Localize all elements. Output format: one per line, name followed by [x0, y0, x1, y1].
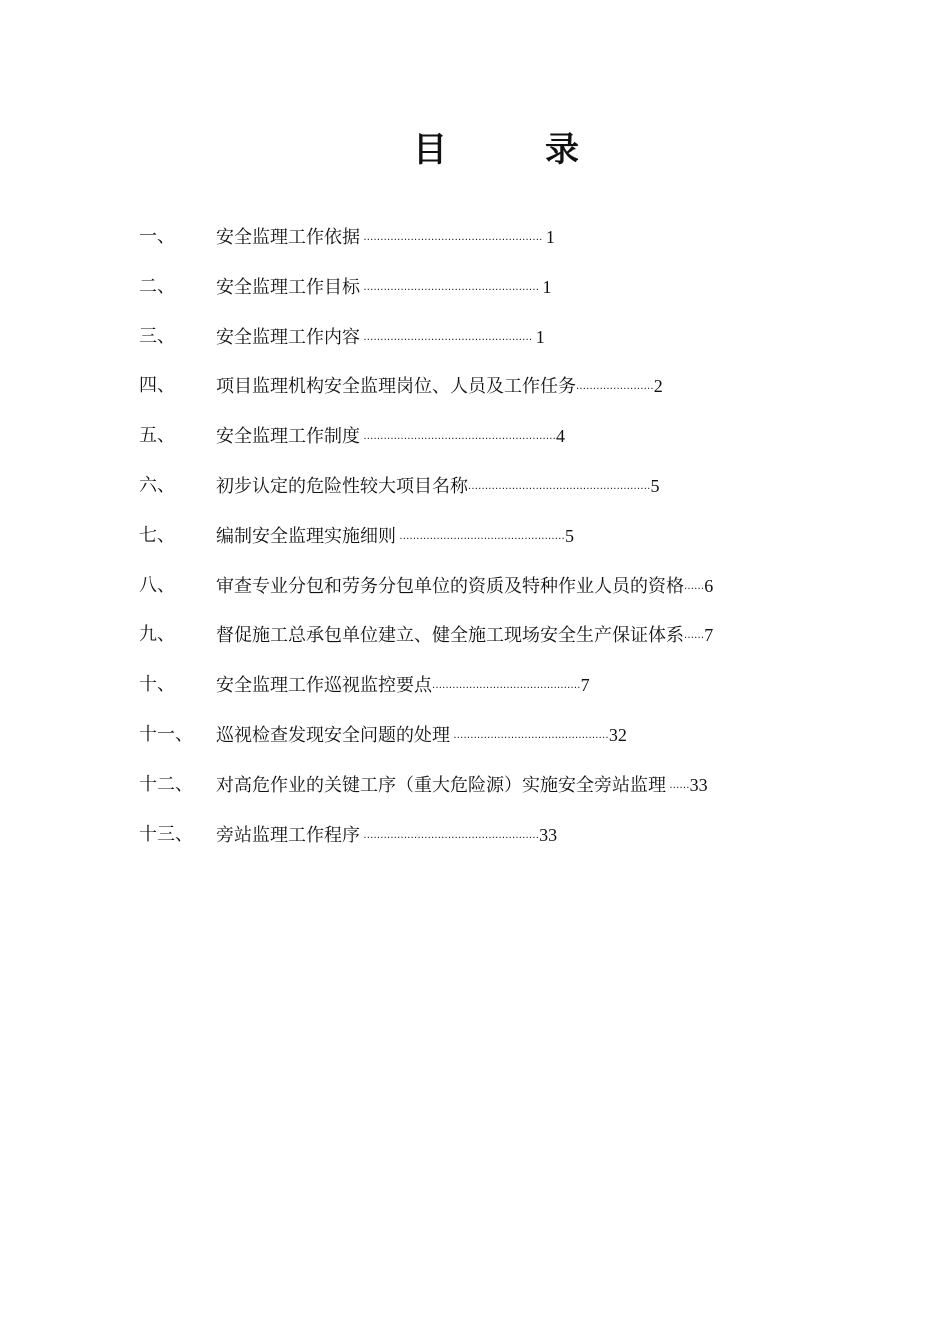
toc-leader-dots: ······: [684, 633, 705, 645]
toc-entry[interactable]: [0, 571, 950, 621]
toc-entry-title: 编制安全监理实施细则: [216, 525, 396, 547]
toc-page-number: 1: [545, 227, 555, 247]
toc-entry-title: 督促施工总承包单位建立、健全施工现场安全生产保证体系: [216, 625, 684, 647]
toc-entry-title: 安全监理工作目标: [216, 276, 360, 298]
toc-leader-dots: ··············································: [450, 732, 609, 744]
toc-leader-dots: ····················································: [360, 284, 543, 296]
toc-leader-dots: ······················································: [468, 483, 651, 495]
toc-leader-dots: ····················································: [360, 832, 540, 844]
toc-entry-title: 安全监理工作内容: [216, 326, 360, 348]
toc-entry[interactable]: [0, 620, 950, 670]
toc-entry[interactable]: [0, 770, 950, 820]
toc-entry-number: 三、: [139, 325, 175, 347]
toc-entry[interactable]: [0, 371, 950, 421]
toc-page-number: 2: [653, 376, 663, 397]
toc-entry-title: 项目监理机构安全监理岗位、人员及工作任务: [216, 376, 576, 398]
toc-leader-dots: ·····················································: [360, 235, 546, 246]
toc-page-number: 5: [650, 475, 660, 496]
toc-leader-dots: ·························································: [360, 434, 556, 446]
toc-entry-number: 十一、: [139, 723, 193, 745]
toc-page-number: 1: [535, 326, 545, 347]
toc-entry-title: 安全监理工作巡视监控要点: [216, 675, 432, 697]
toc-page-number: 4: [555, 426, 565, 447]
page-title: 目 录: [413, 130, 611, 170]
toc-entry-title: 对高危作业的关键工序（重大危险源）实施安全旁站监理: [216, 774, 666, 796]
toc-leader-dots: ··················································: [360, 334, 536, 346]
toc-page-number: 33: [689, 774, 708, 795]
toc-entry[interactable]: [0, 322, 950, 372]
toc-entry-title: 巡视检查发现安全问题的处理: [216, 724, 450, 746]
toc-leader-dots: ·················································: [396, 533, 565, 545]
toc-page-number: 7: [704, 625, 714, 646]
toc-entry-number: 二、: [139, 275, 175, 297]
toc-entry-number: 五、: [139, 425, 175, 447]
toc-entry[interactable]: [0, 670, 950, 720]
toc-entry-title: 审查专业分包和劳务分包单位的资质及特种作业人员的资格: [216, 575, 684, 597]
toc-page-number: 6: [704, 575, 714, 596]
toc-entry-number: 八、: [139, 574, 175, 596]
toc-entry-number: 七、: [139, 524, 175, 546]
toc-page-number: 33: [539, 824, 558, 845]
toc-entry-title: 安全监理工作依据: [216, 227, 360, 248]
toc-entry-title: 旁站监理工作程序: [216, 824, 360, 846]
toc-entry-number: 一、: [139, 226, 175, 247]
toc-leader-dots: ······: [684, 583, 705, 595]
toc-entry-number: 十三、: [139, 823, 193, 845]
toc-page-number: 1: [542, 276, 552, 297]
toc-page-number: 7: [580, 675, 590, 696]
toc-entry[interactable]: [0, 471, 950, 521]
toc-entry-number: 十、: [139, 674, 175, 696]
toc-entry-number: 六、: [139, 474, 175, 496]
toc-entry[interactable]: [0, 421, 950, 471]
toc-entry-number: 九、: [139, 624, 175, 646]
toc-entry[interactable]: [0, 222, 950, 272]
toc-entry[interactable]: [0, 272, 950, 322]
toc-leader-dots: ······: [666, 782, 690, 794]
toc-leader-dots: ············································: [432, 683, 581, 695]
toc-entry-number: 十二、: [139, 773, 193, 795]
toc-entry-number: 四、: [139, 375, 175, 397]
toc-entry-title: 安全监理工作制度: [216, 426, 360, 448]
table-of-contents: [0, 222, 950, 869]
toc-entry[interactable]: [0, 720, 950, 770]
toc-entry[interactable]: [0, 820, 950, 870]
toc-entry-title: 初步认定的危险性较大项目名称: [216, 475, 468, 497]
toc-leader-dots: ·······················: [576, 384, 654, 396]
toc-page-number: 32: [608, 724, 627, 745]
toc-entry[interactable]: [0, 521, 950, 571]
toc-page-number: 5: [564, 525, 574, 546]
